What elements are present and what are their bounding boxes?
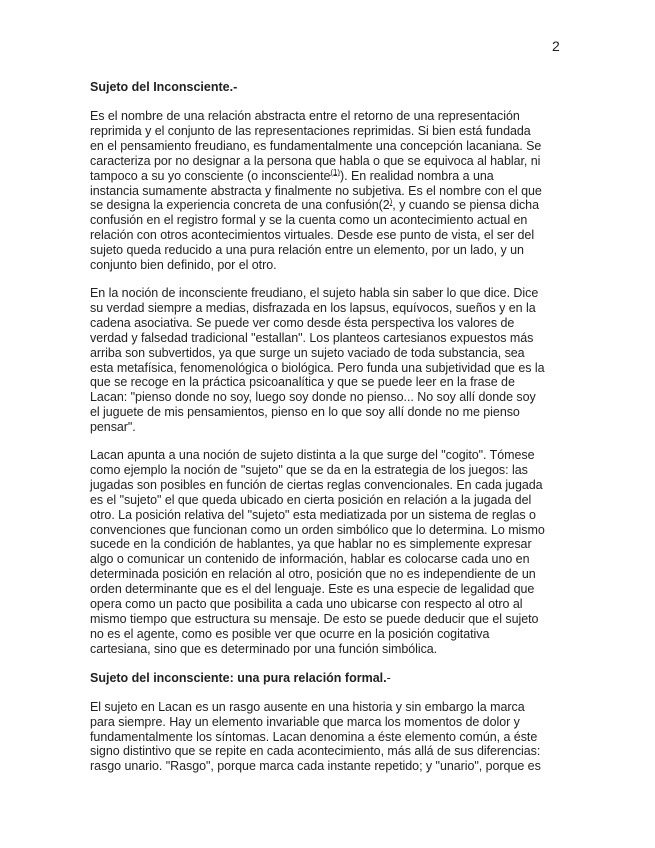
paragraph bbox=[90, 286, 570, 435]
text-line: instancia sumamente abstracta y finalmente no subjetiva. Es el nombre con el que bbox=[90, 183, 542, 198]
text-line: signo distintivo que se repite en cada acontecimiento, más allá de sus diferencias: bbox=[90, 744, 541, 759]
text-line: sujeto queda reducido a una pura relación entre un elemento, por un lado, y un bbox=[90, 243, 524, 258]
text-line: su verdad siempre a medias, disfrazada en los lapsus, equívocos, sueños y en la bbox=[90, 300, 536, 315]
text-line: como ejemplo la noción de "sujeto" que se da en la estrategia de los juegos: las bbox=[90, 462, 528, 477]
text-line: Lacan: "pienso donde no soy, luego soy donde no pienso... No soy allí donde soy bbox=[90, 390, 536, 405]
text-fragment: ). En realidad nombra a una bbox=[340, 168, 494, 183]
footnote-link-1[interactable]: (1) bbox=[330, 167, 341, 177]
page-number: 2 bbox=[552, 38, 560, 54]
text-line: opera como un pacto que posibilita a cada uno ubicarse con respecto al otro al bbox=[90, 597, 523, 612]
text-line: para siempre. Hay un elemento invariable que marca los momentos de dolor y bbox=[90, 714, 520, 729]
text-line: convenciones que funcionan como un orden simbólico que lo determina. Lo mismo bbox=[90, 522, 545, 537]
text-line: mismo tiempo que estructura su mensaje. De esto se puede deducir que el sujeto bbox=[90, 612, 539, 626]
text-line: Es el nombre de una relación abstracta entre el retorno de una representación bbox=[90, 109, 520, 123]
text-line: no es el agente, como es posible ver que ocurre en la posición cogitativa bbox=[90, 626, 490, 641]
text-line: rasgo unario. "Rasgo", porque marca cada instante repetido; y "unario", porque es bbox=[90, 759, 541, 774]
text-fragment: tampoco a su yo consciente (o inconsciente bbox=[90, 168, 331, 183]
text-line: cartesiana, sino que es determinado por una función simbólica. bbox=[90, 641, 438, 656]
text-line bbox=[90, 198, 570, 213]
text-line: conjunto bien definido, por el otro. bbox=[90, 258, 277, 273]
text-line: otro. La posición relativa del "sujeto" esta mediatizada por un sistema de reglas o bbox=[90, 507, 536, 522]
document-body bbox=[90, 79, 570, 787]
text-line: algo o comunicar un contenido de información, hablar es colocarse cada uno en bbox=[90, 552, 530, 567]
text-line: relación con otros acontecimientos virtuales. Desde ese punto de vista, el ser del bbox=[90, 228, 535, 243]
text-line: orden determinante que es el del lenguaje. Este es una especie de legalidad que bbox=[90, 582, 535, 597]
text-line: el juguete de mis pensamientos, pienso en lo que soy allí donde no me pienso bbox=[90, 405, 520, 420]
text-line: reprimida y el conjunto de las representaciones reprimidas. Si bien está fundada bbox=[90, 123, 531, 138]
paragraph bbox=[90, 109, 570, 273]
section-heading bbox=[90, 670, 570, 686]
text-fragment: , y cuando se piensa dicha bbox=[392, 198, 539, 213]
text-line: caracteriza por no designar a la persona que habla o que se equivoca al hablar, ni bbox=[90, 153, 541, 168]
text-fragment: se designa la experiencia concreta de una confusión(2 bbox=[90, 198, 390, 213]
text-line: confusión en el registro formal y se la cuenta como un acontecimiento actual en bbox=[90, 213, 528, 228]
text-line: cadena asociativa. Se puede ver como desde ésta perspectiva los valores de bbox=[90, 315, 515, 330]
text-line: en el pensamiento freudiano, es fundamentalmente una concepción lacaniana. Se bbox=[90, 138, 542, 153]
text-line: sucede en la condición de hablantes, ya que hablar no es simplemente expresar bbox=[90, 537, 532, 552]
text-line bbox=[90, 169, 570, 184]
text-line: arriba son subvertidos, ya que surge un sujeto vaciado de toda substancia, sea bbox=[90, 345, 525, 360]
section-heading-suffix: - bbox=[386, 670, 391, 685]
text-line: que se recoge en la práctica psicoanalítica y que se puede leer en la frase de bbox=[90, 375, 515, 390]
section-heading: Sujeto del Inconsciente.- bbox=[90, 80, 238, 94]
text-line: pensar". bbox=[90, 420, 136, 435]
section-heading-text: Sujeto del inconsciente: una pura relación formal. bbox=[90, 670, 387, 685]
text-line: En la noción de inconsciente freudiano, el sujeto habla sin saber lo que dice. Dice bbox=[90, 285, 539, 300]
text-line: es el "sujeto" el que queda ubicado en cierta posición en relación a la jugada del bbox=[90, 492, 532, 507]
text-line: jugadas son posibles en función de ciertas reglas convencionales. En cada jugada bbox=[90, 477, 543, 492]
text-line: Lacan apunta a una noción de sujeto distinta a la que surge del "cogito". Tómese bbox=[90, 448, 535, 463]
text-line: fundamentalmente los síntomas. Lacan denomina a éste elemento común, a éste bbox=[90, 729, 538, 744]
text-line: esta metafísica, fenomenológica o biológica. Pero funda una subjetividad que es la bbox=[90, 360, 545, 375]
paragraph bbox=[90, 700, 570, 775]
footnote-link-2[interactable]: ) bbox=[389, 197, 393, 207]
text-line: determinada posición en relación al otro, posición que no es independiente de un bbox=[90, 567, 536, 582]
paragraph bbox=[90, 448, 570, 657]
text-line: verdad y falsedad tradicional "estallan". Los planteos cartesianos expuestos más bbox=[90, 330, 534, 345]
text-line: El sujeto en Lacan es un rasgo ausente en una historia y sin embargo la marca bbox=[90, 699, 525, 714]
